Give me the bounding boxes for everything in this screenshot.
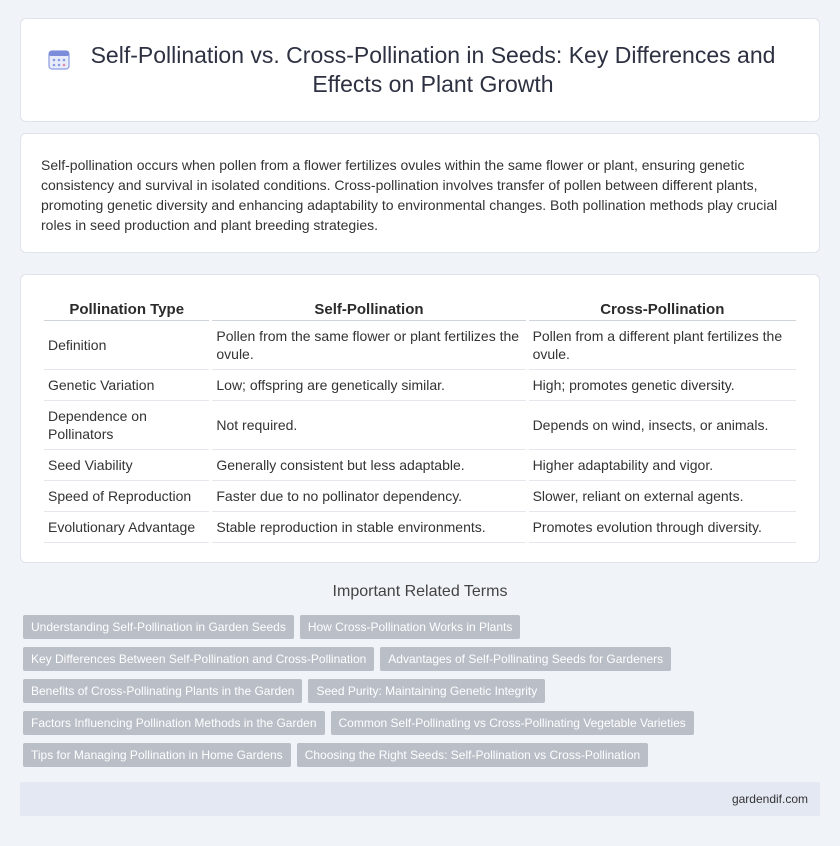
table-row bbox=[44, 512, 796, 543]
table-row bbox=[44, 481, 796, 512]
related-term-tag[interactable]: Factors Influencing Pollination Methods in the Garden bbox=[23, 711, 325, 735]
table-cell: Seed Viability bbox=[44, 450, 209, 481]
table-cell: Evolutionary Advantage bbox=[44, 512, 209, 543]
related-term-tag[interactable]: Understanding Self-Pollination in Garden Seeds bbox=[23, 615, 294, 639]
table-row bbox=[44, 401, 796, 450]
column-header: Pollination Type bbox=[44, 297, 209, 321]
related-term-tag[interactable]: Advantages of Self-Pollinating Seeds for Gardeners bbox=[380, 647, 671, 671]
table-cell: Promotes evolution through diversity. bbox=[529, 512, 796, 543]
intro-card bbox=[20, 133, 820, 253]
table-cell: Speed of Reproduction bbox=[44, 481, 209, 512]
column-header: Self-Pollination bbox=[212, 297, 525, 321]
related-term-tag[interactable]: Tips for Managing Pollination in Home Gardens bbox=[23, 743, 291, 767]
related-term-tag[interactable]: How Cross-Pollination Works in Plants bbox=[300, 615, 521, 639]
table-cell: Dependence on Pollinators bbox=[44, 401, 209, 450]
header-card bbox=[20, 18, 820, 122]
table-cell: Depends on wind, insects, or animals. bbox=[529, 401, 796, 450]
column-header: Cross-Pollination bbox=[529, 297, 796, 321]
related-term-tag[interactable]: Key Differences Between Self-Pollination and Cross-Pollination bbox=[23, 647, 374, 671]
related-terms-list bbox=[23, 615, 823, 775]
intro-paragraph: Self-pollination occurs when pollen from a flower fertilizes ovules within the same flower or plant, ensuring genetic consistency and survival in isolated conditions. Cross-pollination involves transfer of pollen between different plants, promoting genetic diversity and enhancing adaptability to environmental changes. Both pollination methods play crucial roles in seed production and plant breeding strategies. bbox=[41, 157, 778, 233]
table-header-row bbox=[44, 297, 796, 321]
table-cell: Not required. bbox=[212, 401, 525, 450]
related-term-tag[interactable]: Seed Purity: Maintaining Genetic Integrity bbox=[308, 679, 545, 703]
table-cell: Pollen from a different plant fertilizes the ovule. bbox=[529, 321, 796, 370]
table-row bbox=[44, 450, 796, 481]
table-cell: Low; offspring are genetically similar. bbox=[212, 370, 525, 401]
table-cell: Definition bbox=[44, 321, 209, 370]
table-cell: Higher adaptability and vigor. bbox=[529, 450, 796, 481]
page-title: Self-Pollination vs. Cross-Pollination in Seeds: Key Differences and Effects on Plant Growth bbox=[90, 42, 776, 97]
table-cell: High; promotes genetic diversity. bbox=[529, 370, 796, 401]
related-terms-title: Important Related Terms bbox=[332, 583, 508, 600]
related-term-tag[interactable]: Common Self-Pollinating vs Cross-Pollinating Vegetable Varieties bbox=[331, 711, 694, 735]
table-row bbox=[44, 321, 796, 370]
footer bbox=[20, 782, 820, 816]
table-cell: Generally consistent but less adaptable. bbox=[212, 450, 525, 481]
comparison-table bbox=[41, 297, 799, 543]
table-cell: Genetic Variation bbox=[44, 370, 209, 401]
footer-site-link[interactable]: gardendif.com bbox=[731, 792, 808, 806]
table-cell: Pollen from the same flower or plant fertilizes the ovule. bbox=[212, 321, 525, 370]
comparison-table-card bbox=[20, 274, 820, 563]
table-row bbox=[44, 370, 796, 401]
table-cell: Stable reproduction in stable environments. bbox=[212, 512, 525, 543]
related-term-tag[interactable]: Benefits of Cross-Pollinating Plants in the Garden bbox=[23, 679, 302, 703]
related-term-tag[interactable]: Choosing the Right Seeds: Self-Pollination vs Cross-Pollination bbox=[297, 743, 649, 767]
table-cell: Slower, reliant on external agents. bbox=[529, 481, 796, 512]
table-cell: Faster due to no pollinator dependency. bbox=[212, 481, 525, 512]
